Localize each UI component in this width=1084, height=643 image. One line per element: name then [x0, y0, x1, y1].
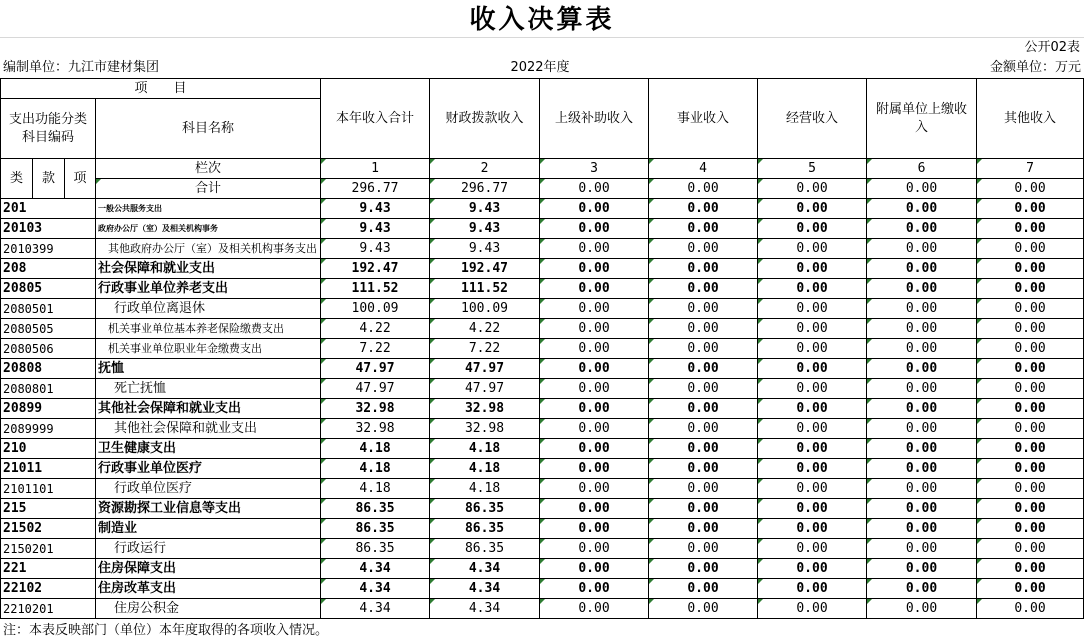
row-subject-name: 其他政府办公厅（室）及相关机构事务支出: [96, 239, 321, 259]
row-value-col-2: 192.47: [430, 259, 540, 279]
row-value-col-4: 0.00: [649, 419, 758, 439]
row-value-col-4: 0.00: [649, 299, 758, 319]
row-subject-name: 行政单位医疗: [96, 479, 321, 499]
row-value-col-2: 4.34: [430, 579, 540, 599]
row-value-col-1: 47.97: [321, 379, 430, 399]
row-value-col-6: 0.00: [867, 559, 977, 579]
row-value-col-4: 0.00: [649, 559, 758, 579]
row-value-col-3: 0.00: [540, 339, 649, 359]
row-value-col-5: 0.00: [758, 339, 867, 359]
row-value-col-1: 4.18: [321, 459, 430, 479]
row-value-col-5: 0.00: [758, 379, 867, 399]
table-row: [1, 279, 1084, 299]
row-value-col-3: 0.00: [540, 299, 649, 319]
row-subject-name: 行政事业单位养老支出: [96, 279, 321, 299]
row-value-col-2: 86.35: [430, 519, 540, 539]
table-row: [1, 499, 1084, 519]
row-value-col-5: 0.00: [758, 539, 867, 559]
row-value-col-2: 4.34: [430, 599, 540, 619]
row-code: 2010399: [1, 239, 96, 259]
row-subject-name: 行政事业单位医疗: [96, 459, 321, 479]
row-value-col-1: 4.18: [321, 439, 430, 459]
row-value-col-6: 0.00: [867, 199, 977, 219]
row-code: 20103: [1, 219, 96, 239]
row-subject-name: 资源勘探工业信息等支出: [96, 499, 321, 519]
row-value-col-7: 0.00: [977, 539, 1084, 559]
table-row: [1, 439, 1084, 459]
row-subject-name: 一般公共服务支出: [96, 199, 321, 219]
row-value-col-3: 0.00: [540, 359, 649, 379]
row-value-col-5: 0.00: [758, 519, 867, 539]
row-subject-name: 其他社会保障和就业支出: [96, 419, 321, 439]
item-header: 项 目: [1, 79, 321, 99]
row-value-col-3: 0.00: [540, 499, 649, 519]
row-value-col-7: 0.00: [977, 299, 1084, 319]
table-footnote: 注：本表反映部门（单位）本年度取得的各项收入情况。: [3, 623, 329, 638]
table-row: [1, 459, 1084, 479]
row-subject-name: 卫生健康支出: [96, 439, 321, 459]
row-value-col-7: 0.00: [977, 519, 1084, 539]
row-value-col-1: 4.34: [321, 579, 430, 599]
row-value-col-1: 4.18: [321, 479, 430, 499]
row-code: 21502: [1, 519, 96, 539]
row-code: 20899: [1, 399, 96, 419]
row-value-col-3: 0.00: [540, 519, 649, 539]
row-value-col-2: 100.09: [430, 299, 540, 319]
row-value-col-2: 9.43: [430, 199, 540, 219]
row-value-col-6: 0.00: [867, 299, 977, 319]
row-value-col-2: 7.22: [430, 339, 540, 359]
row-value-col-3: 0.00: [540, 539, 649, 559]
row-value-col-1: 7.22: [321, 339, 430, 359]
row-value-col-2: 111.52: [430, 279, 540, 299]
col-num-4: 4: [649, 159, 758, 179]
row-code: 2080506: [1, 339, 96, 359]
table-row: [1, 239, 1084, 259]
row-value-col-3: 0.00: [540, 239, 649, 259]
row-value-col-3: 0.00: [540, 599, 649, 619]
row-value-col-7: 0.00: [977, 579, 1084, 599]
row-value-col-1: 111.52: [321, 279, 430, 299]
row-value-col-5: 0.00: [758, 479, 867, 499]
row-value-col-5: 0.00: [758, 439, 867, 459]
total-value-4: 0.00: [649, 179, 758, 199]
row-code: 2080801: [1, 379, 96, 399]
total-value-3: 0.00: [540, 179, 649, 199]
row-code: 201: [1, 199, 96, 219]
title-row: [0, 0, 1084, 38]
row-value-col-6: 0.00: [867, 519, 977, 539]
col-num-2: 2: [430, 159, 540, 179]
row-value-col-2: 47.97: [430, 379, 540, 399]
table-row: [1, 379, 1084, 399]
col-num-1: 1: [321, 159, 430, 179]
row-value-col-7: 0.00: [977, 219, 1084, 239]
row-value-col-7: 0.00: [977, 359, 1084, 379]
row-value-col-1: 100.09: [321, 299, 430, 319]
row-value-col-6: 0.00: [867, 419, 977, 439]
row-value-col-7: 0.00: [977, 499, 1084, 519]
row-value-col-7: 0.00: [977, 379, 1084, 399]
col-header-5: 经营收入: [758, 79, 867, 159]
row-value-col-7: 0.00: [977, 439, 1084, 459]
row-value-col-2: 4.18: [430, 439, 540, 459]
col-header-1: 本年收入合计: [321, 79, 430, 159]
row-value-col-1: 86.35: [321, 499, 430, 519]
row-value-col-4: 0.00: [649, 219, 758, 239]
row-value-col-5: 0.00: [758, 419, 867, 439]
row-value-col-5: 0.00: [758, 599, 867, 619]
row-value-col-7: 0.00: [977, 399, 1084, 419]
row-value-col-4: 0.00: [649, 259, 758, 279]
row-code: 215: [1, 499, 96, 519]
row-code: 2080505: [1, 319, 96, 339]
row-subject-name: 行政单位离退休: [96, 299, 321, 319]
row-value-col-7: 0.00: [977, 259, 1084, 279]
row-value-col-3: 0.00: [540, 319, 649, 339]
row-subject-name: 政府办公厅（室）及相关机构事务: [96, 219, 321, 239]
row-code: 2080501: [1, 299, 96, 319]
row-value-col-7: 0.00: [977, 479, 1084, 499]
amount-unit: 金额单位：万元: [989, 60, 1081, 75]
compiling-unit: 编制单位：九江市建材集团: [3, 60, 160, 75]
row-value-col-1: 86.35: [321, 519, 430, 539]
row-value-col-3: 0.00: [540, 379, 649, 399]
table-row: [1, 199, 1084, 219]
row-value-col-1: 32.98: [321, 399, 430, 419]
row-value-col-6: 0.00: [867, 239, 977, 259]
row-value-col-7: 0.00: [977, 279, 1084, 299]
row-value-col-2: 86.35: [430, 539, 540, 559]
row-value-col-7: 0.00: [977, 559, 1084, 579]
row-value-col-1: 9.43: [321, 199, 430, 219]
table-row: [1, 559, 1084, 579]
row-value-col-2: 9.43: [430, 239, 540, 259]
row-code: 2089999: [1, 419, 96, 439]
income-table: [0, 78, 1084, 619]
table-row: [1, 299, 1084, 319]
table-row: [1, 319, 1084, 339]
row-value-col-6: 0.00: [867, 319, 977, 339]
row-value-col-4: 0.00: [649, 199, 758, 219]
row-subject-name: 制造业: [96, 519, 321, 539]
row-value-col-4: 0.00: [649, 579, 758, 599]
table-row: [1, 599, 1084, 619]
total-value-2: 296.77: [430, 179, 540, 199]
row-value-col-6: 0.00: [867, 579, 977, 599]
row-value-col-2: 4.22: [430, 319, 540, 339]
row-value-col-6: 0.00: [867, 439, 977, 459]
row-value-col-2: 4.34: [430, 559, 540, 579]
row-subject-name: 行政运行: [96, 539, 321, 559]
row-subject-name: 住房改革支出: [96, 579, 321, 599]
header-row-4: [1, 159, 1084, 179]
row-value-col-5: 0.00: [758, 559, 867, 579]
unit-row: [0, 58, 1084, 78]
table-row: [1, 259, 1084, 279]
row-value-col-6: 0.00: [867, 339, 977, 359]
row-value-col-6: 0.00: [867, 539, 977, 559]
row-value-col-5: 0.00: [758, 279, 867, 299]
row-code: 2101101: [1, 479, 96, 499]
row-value-col-1: 47.97: [321, 359, 430, 379]
col-num-7: 7: [977, 159, 1084, 179]
col-num-3: 3: [540, 159, 649, 179]
row-value-col-4: 0.00: [649, 399, 758, 419]
row-value-col-1: 86.35: [321, 539, 430, 559]
xiang-header: 项: [65, 159, 96, 199]
table-row: [1, 419, 1084, 439]
row-value-col-2: 86.35: [430, 499, 540, 519]
page-title: 收入决算表: [469, 5, 615, 35]
row-value-col-1: 4.34: [321, 559, 430, 579]
row-value-col-5: 0.00: [758, 459, 867, 479]
row-value-col-4: 0.00: [649, 319, 758, 339]
row-subject-name: 机关事业单位基本养老保险缴费支出: [96, 319, 321, 339]
form-number: 公开02表: [1024, 40, 1080, 55]
row-subject-name: 抚恤: [96, 359, 321, 379]
row-value-col-5: 0.00: [758, 239, 867, 259]
row-subject-name: 机关事业单位职业年金缴费支出: [96, 339, 321, 359]
row-value-col-5: 0.00: [758, 359, 867, 379]
row-value-col-7: 0.00: [977, 199, 1084, 219]
col-num-5: 5: [758, 159, 867, 179]
total-label: 合计: [96, 179, 321, 199]
row-value-col-3: 0.00: [540, 279, 649, 299]
total-value-1: 296.77: [321, 179, 430, 199]
table-row: [1, 219, 1084, 239]
row-code: 221: [1, 559, 96, 579]
row-value-col-5: 0.00: [758, 299, 867, 319]
row-value-col-4: 0.00: [649, 479, 758, 499]
table-row: [1, 399, 1084, 419]
row-value-col-5: 0.00: [758, 259, 867, 279]
row-value-col-4: 0.00: [649, 359, 758, 379]
row-value-col-4: 0.00: [649, 339, 758, 359]
row-value-col-2: 32.98: [430, 419, 540, 439]
row-value-col-1: 32.98: [321, 419, 430, 439]
row-value-col-4: 0.00: [649, 379, 758, 399]
row-value-col-1: 4.22: [321, 319, 430, 339]
row-value-col-2: 9.43: [430, 219, 540, 239]
lanci-header: 栏次: [96, 159, 321, 179]
col-header-7: 其他收入: [977, 79, 1084, 159]
table-row: [1, 359, 1084, 379]
total-value-7: 0.00: [977, 179, 1084, 199]
row-value-col-6: 0.00: [867, 259, 977, 279]
row-value-col-7: 0.00: [977, 339, 1084, 359]
table-row: [1, 519, 1084, 539]
lei-header: 类: [1, 159, 33, 199]
subject-name-header: 科目名称: [96, 99, 321, 159]
row-subject-name: 死亡抚恤: [96, 379, 321, 399]
row-value-col-3: 0.00: [540, 219, 649, 239]
row-value-col-3: 0.00: [540, 439, 649, 459]
row-subject-name: 其他社会保障和就业支出: [96, 399, 321, 419]
row-value-col-1: 4.34: [321, 599, 430, 619]
row-value-col-6: 0.00: [867, 279, 977, 299]
row-value-col-3: 0.00: [540, 259, 649, 279]
row-value-col-4: 0.00: [649, 499, 758, 519]
row-value-col-5: 0.00: [758, 499, 867, 519]
row-value-col-5: 0.00: [758, 319, 867, 339]
row-value-col-7: 0.00: [977, 459, 1084, 479]
row-value-col-1: 9.43: [321, 219, 430, 239]
row-value-col-3: 0.00: [540, 479, 649, 499]
total-row: [1, 179, 1084, 199]
col-header-4: 事业收入: [649, 79, 758, 159]
kuan-header: 款: [33, 159, 65, 199]
fiscal-year: 2022年度: [510, 60, 570, 75]
row-code: 21011: [1, 459, 96, 479]
table-row: [1, 479, 1084, 499]
row-code: 2210201: [1, 599, 96, 619]
row-code: 20805: [1, 279, 96, 299]
row-value-col-3: 0.00: [540, 199, 649, 219]
row-value-col-5: 0.00: [758, 219, 867, 239]
table-row: [1, 339, 1084, 359]
row-value-col-2: 47.97: [430, 359, 540, 379]
row-value-col-6: 0.00: [867, 399, 977, 419]
row-value-col-7: 0.00: [977, 419, 1084, 439]
row-value-col-4: 0.00: [649, 599, 758, 619]
row-value-col-3: 0.00: [540, 399, 649, 419]
row-value-col-4: 0.00: [649, 439, 758, 459]
row-code: 20808: [1, 359, 96, 379]
row-code: 22102: [1, 579, 96, 599]
code-group-header: 支出功能分类科目编码: [1, 99, 96, 159]
row-subject-name: 社会保障和就业支出: [96, 259, 321, 279]
row-value-col-2: 4.18: [430, 479, 540, 499]
row-value-col-4: 0.00: [649, 519, 758, 539]
total-value-6: 0.00: [867, 179, 977, 199]
row-value-col-6: 0.00: [867, 599, 977, 619]
row-code: 210: [1, 439, 96, 459]
row-value-col-3: 0.00: [540, 419, 649, 439]
row-value-col-2: 4.18: [430, 459, 540, 479]
col-num-6: 6: [867, 159, 977, 179]
row-value-col-5: 0.00: [758, 579, 867, 599]
row-code: 2150201: [1, 539, 96, 559]
row-value-col-7: 0.00: [977, 599, 1084, 619]
row-value-col-2: 32.98: [430, 399, 540, 419]
row-value-col-3: 0.00: [540, 559, 649, 579]
row-value-col-6: 0.00: [867, 219, 977, 239]
row-subject-name: 住房公积金: [96, 599, 321, 619]
row-value-col-3: 0.00: [540, 459, 649, 479]
row-value-col-4: 0.00: [649, 459, 758, 479]
header-row-1: [1, 79, 1084, 99]
row-value-col-4: 0.00: [649, 539, 758, 559]
total-value-5: 0.00: [758, 179, 867, 199]
row-value-col-7: 0.00: [977, 319, 1084, 339]
row-value-col-6: 0.00: [867, 459, 977, 479]
row-value-col-6: 0.00: [867, 499, 977, 519]
col-header-6: 附属单位上缴收入: [867, 79, 977, 159]
row-value-col-1: 9.43: [321, 239, 430, 259]
row-code: 208: [1, 259, 96, 279]
col-header-3: 上级补助收入: [540, 79, 649, 159]
table-row: [1, 579, 1084, 599]
row-value-col-6: 0.00: [867, 359, 977, 379]
row-value-col-7: 0.00: [977, 239, 1084, 259]
row-value-col-6: 0.00: [867, 479, 977, 499]
col-header-2: 财政拨款收入: [430, 79, 540, 159]
row-value-col-3: 0.00: [540, 579, 649, 599]
row-value-col-5: 0.00: [758, 399, 867, 419]
row-subject-name: 住房保障支出: [96, 559, 321, 579]
row-value-col-5: 0.00: [758, 199, 867, 219]
row-value-col-4: 0.00: [649, 279, 758, 299]
row-value-col-6: 0.00: [867, 379, 977, 399]
row-value-col-4: 0.00: [649, 239, 758, 259]
row-value-col-1: 192.47: [321, 259, 430, 279]
table-row: [1, 539, 1084, 559]
